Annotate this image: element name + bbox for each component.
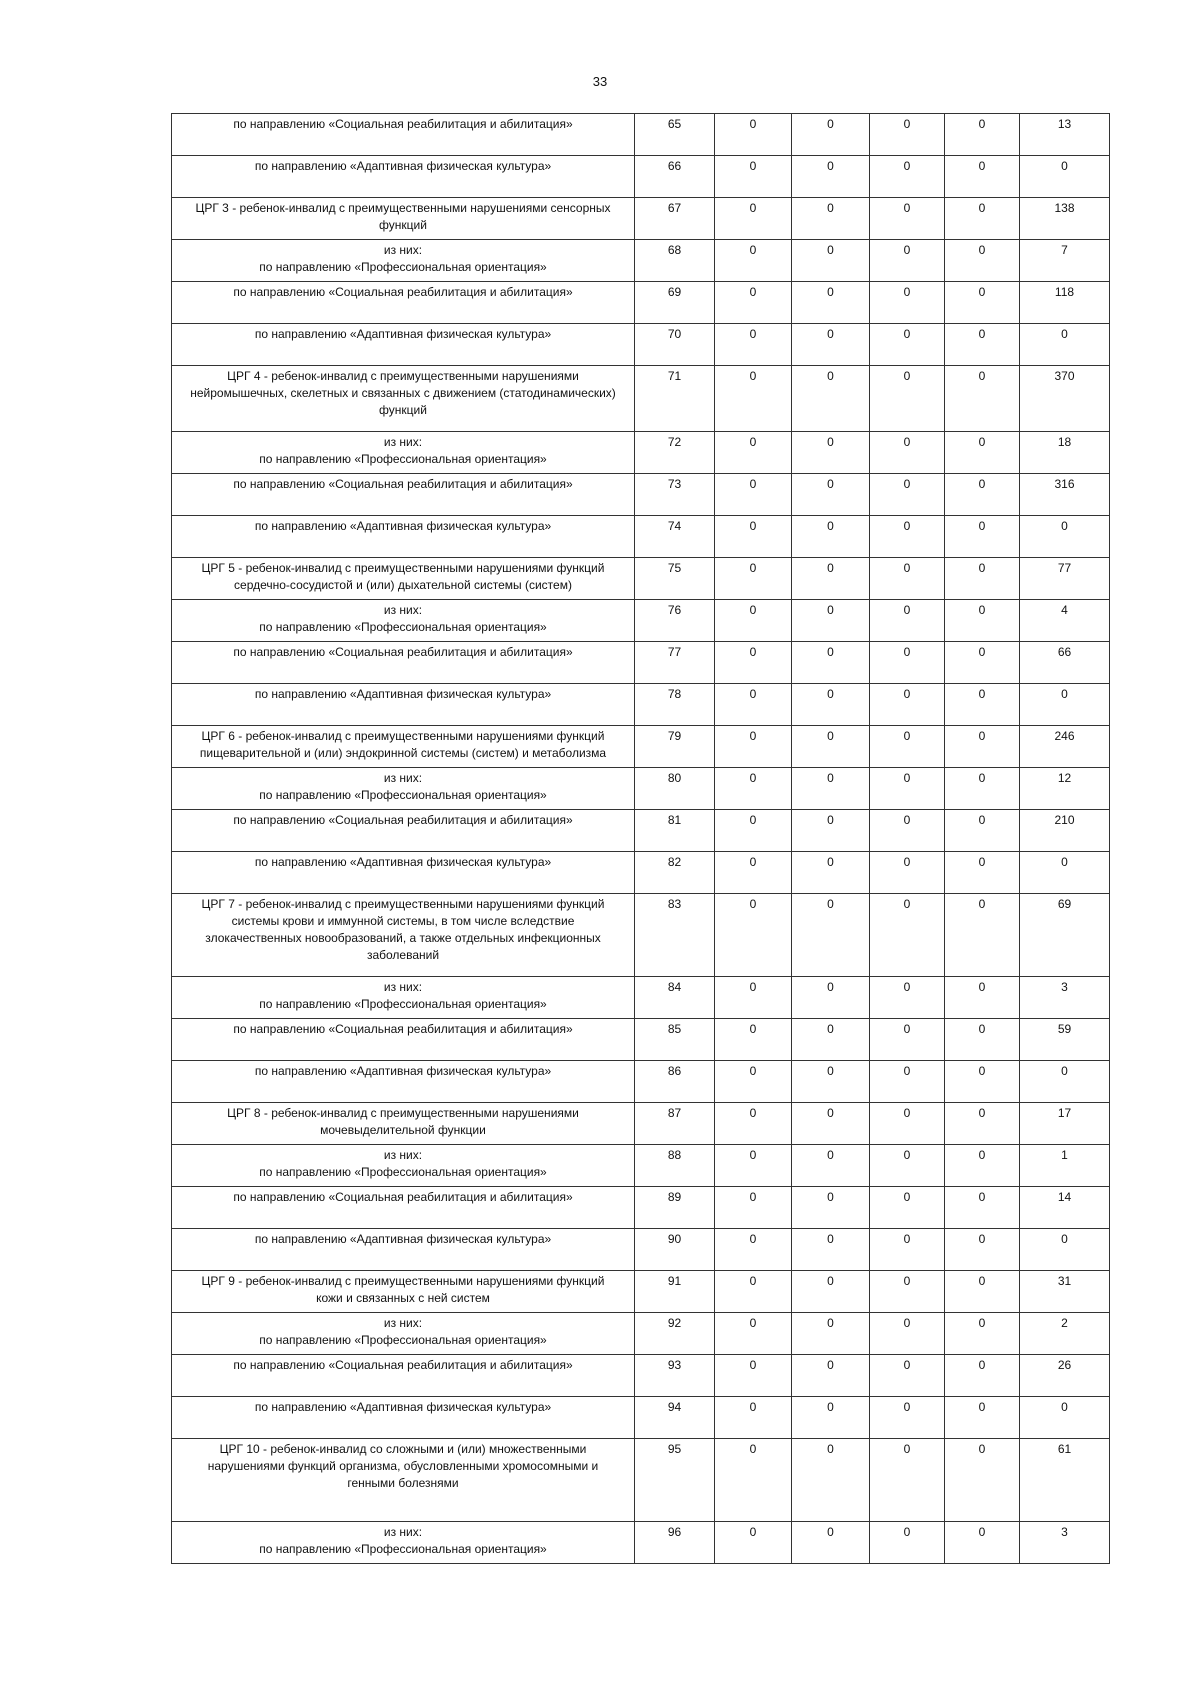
value-cell: 0	[792, 977, 870, 1019]
value-cell: 0	[870, 768, 945, 810]
value-cell: 0	[870, 1187, 945, 1229]
value-cell: 2	[1020, 1313, 1110, 1355]
value-cell: 0	[715, 114, 792, 156]
value-cell: 0	[792, 1355, 870, 1397]
value-cell: 0	[715, 894, 792, 977]
value-cell: 0	[945, 1397, 1020, 1439]
value-cell: 0	[715, 977, 792, 1019]
row-code-cell: 96	[635, 1522, 715, 1564]
row-label: по направлению «Адаптивная физическая культура»	[172, 852, 635, 894]
row-code-cell: 69	[635, 282, 715, 324]
table-row	[172, 600, 1110, 642]
row-label: из них: по направлению «Профессиональная ориентация»	[172, 600, 635, 642]
value-cell: 0	[870, 366, 945, 432]
value-cell: 0	[792, 366, 870, 432]
value-cell: 0	[1020, 516, 1110, 558]
value-cell: 0	[870, 324, 945, 366]
row-label: из них: по направлению «Профессиональная ориентация»	[172, 432, 635, 474]
value-cell: 0	[792, 1522, 870, 1564]
value-cell: 0	[792, 894, 870, 977]
row-code-cell: 78	[635, 684, 715, 726]
value-cell: 0	[870, 684, 945, 726]
value-cell: 0	[715, 768, 792, 810]
value-cell: 7	[1020, 240, 1110, 282]
table-row	[172, 1187, 1110, 1229]
value-cell: 0	[945, 977, 1020, 1019]
table-row	[172, 1145, 1110, 1187]
value-cell: 0	[945, 1522, 1020, 1564]
row-code-cell: 70	[635, 324, 715, 366]
value-cell: 26	[1020, 1355, 1110, 1397]
value-cell: 0	[945, 240, 1020, 282]
row-code-cell: 94	[635, 1397, 715, 1439]
value-cell: 0	[945, 516, 1020, 558]
value-cell: 0	[1020, 156, 1110, 198]
value-cell: 0	[1020, 324, 1110, 366]
row-code-cell: 79	[635, 726, 715, 768]
value-cell: 0	[715, 600, 792, 642]
value-cell: 3	[1020, 1522, 1110, 1564]
row-label: ЦРГ 5 - ребенок-инвалид с преимущественными нарушениями функций сердечно-сосудистой и (или) дыхательной системы (систем)	[172, 558, 635, 600]
value-cell: 0	[870, 516, 945, 558]
row-code-cell: 87	[635, 1103, 715, 1145]
value-cell: 0	[870, 1522, 945, 1564]
value-cell: 0	[792, 1271, 870, 1313]
value-cell: 0	[792, 726, 870, 768]
value-cell: 0	[792, 1019, 870, 1061]
value-cell: 0	[870, 156, 945, 198]
row-code-cell: 68	[635, 240, 715, 282]
value-cell: 0	[792, 432, 870, 474]
value-cell: 0	[870, 1019, 945, 1061]
row-label: из них: по направлению «Профессиональная ориентация»	[172, 977, 635, 1019]
row-code-cell: 77	[635, 642, 715, 684]
value-cell: 0	[945, 810, 1020, 852]
value-cell: 0	[870, 282, 945, 324]
value-cell: 31	[1020, 1271, 1110, 1313]
table-row	[172, 1355, 1110, 1397]
row-label: по направлению «Адаптивная физическая культура»	[172, 516, 635, 558]
row-label: по направлению «Социальная реабилитация и абилитация»	[172, 114, 635, 156]
value-cell: 0	[792, 642, 870, 684]
value-cell: 0	[792, 1313, 870, 1355]
value-cell: 0	[715, 558, 792, 600]
table-row	[172, 852, 1110, 894]
value-cell: 0	[870, 1061, 945, 1103]
value-cell: 0	[715, 810, 792, 852]
row-code-cell: 90	[635, 1229, 715, 1271]
row-label: по направлению «Социальная реабилитация и абилитация»	[172, 642, 635, 684]
table-row	[172, 1061, 1110, 1103]
row-code-cell: 81	[635, 810, 715, 852]
value-cell: 4	[1020, 600, 1110, 642]
value-cell: 0	[870, 114, 945, 156]
table-row	[172, 558, 1110, 600]
value-cell: 0	[715, 1061, 792, 1103]
value-cell: 0	[870, 1103, 945, 1145]
table-row	[172, 156, 1110, 198]
value-cell: 0	[945, 558, 1020, 600]
value-cell: 0	[945, 1061, 1020, 1103]
row-code-cell: 80	[635, 768, 715, 810]
row-code-cell: 82	[635, 852, 715, 894]
value-cell: 0	[870, 240, 945, 282]
table-row	[172, 366, 1110, 432]
row-code-cell: 89	[635, 1187, 715, 1229]
value-cell: 0	[945, 1145, 1020, 1187]
value-cell: 316	[1020, 474, 1110, 516]
value-cell: 0	[945, 198, 1020, 240]
table-row	[172, 1229, 1110, 1271]
value-cell: 0	[792, 156, 870, 198]
row-code-cell: 74	[635, 516, 715, 558]
value-cell: 0	[715, 1522, 792, 1564]
row-label: по направлению «Адаптивная физическая культура»	[172, 1397, 635, 1439]
row-label: ЦРГ 6 - ребенок-инвалид с преимущественными нарушениями функций пищеварительной и (или) эндокринной системы (систем) и метаболизма	[172, 726, 635, 768]
row-label: ЦРГ 9 - ребенок-инвалид с преимущественными нарушениями функций кожи и связанных с ней систем	[172, 1271, 635, 1313]
value-cell: 69	[1020, 894, 1110, 977]
value-cell: 0	[1020, 1229, 1110, 1271]
value-cell: 0	[870, 600, 945, 642]
value-cell: 0	[792, 198, 870, 240]
value-cell: 0	[715, 1397, 792, 1439]
row-label: ЦРГ 3 - ребенок-инвалид с преимущественными нарушениями сенсорных функций	[172, 198, 635, 240]
table-row	[172, 282, 1110, 324]
value-cell: 370	[1020, 366, 1110, 432]
value-cell: 118	[1020, 282, 1110, 324]
row-code-cell: 66	[635, 156, 715, 198]
value-cell: 0	[792, 1397, 870, 1439]
value-cell: 0	[792, 768, 870, 810]
value-cell: 0	[792, 1439, 870, 1522]
value-cell: 0	[945, 768, 1020, 810]
table-row	[172, 1271, 1110, 1313]
value-cell: 0	[870, 1145, 945, 1187]
value-cell: 61	[1020, 1439, 1110, 1522]
row-code-cell: 75	[635, 558, 715, 600]
table-row	[172, 1522, 1110, 1564]
table-row	[172, 810, 1110, 852]
value-cell: 0	[945, 1313, 1020, 1355]
value-cell: 0	[1020, 1397, 1110, 1439]
value-cell: 0	[945, 1103, 1020, 1145]
value-cell: 0	[715, 1355, 792, 1397]
value-cell: 0	[1020, 852, 1110, 894]
row-code-cell: 76	[635, 600, 715, 642]
row-label: по направлению «Социальная реабилитация и абилитация»	[172, 1355, 635, 1397]
value-cell: 0	[945, 282, 1020, 324]
value-cell: 0	[715, 1229, 792, 1271]
value-cell: 1	[1020, 1145, 1110, 1187]
value-cell: 0	[870, 977, 945, 1019]
row-label: ЦРГ 8 - ребенок-инвалид с преимущественными нарушениями мочевыделительной функции	[172, 1103, 635, 1145]
value-cell: 0	[715, 198, 792, 240]
value-cell: 0	[715, 1187, 792, 1229]
row-label: по направлению «Социальная реабилитация и абилитация»	[172, 282, 635, 324]
value-cell: 246	[1020, 726, 1110, 768]
value-cell: 0	[792, 558, 870, 600]
value-cell: 0	[870, 642, 945, 684]
value-cell: 0	[715, 852, 792, 894]
value-cell: 0	[870, 198, 945, 240]
row-code-cell: 84	[635, 977, 715, 1019]
table-row	[172, 642, 1110, 684]
value-cell: 0	[715, 726, 792, 768]
value-cell: 17	[1020, 1103, 1110, 1145]
value-cell: 12	[1020, 768, 1110, 810]
row-code-cell: 93	[635, 1355, 715, 1397]
value-cell: 0	[945, 852, 1020, 894]
value-cell: 0	[1020, 1061, 1110, 1103]
value-cell: 0	[792, 1187, 870, 1229]
value-cell: 0	[945, 1019, 1020, 1061]
value-cell: 0	[792, 1061, 870, 1103]
table-row	[172, 432, 1110, 474]
value-cell: 0	[945, 366, 1020, 432]
value-cell: 0	[715, 1439, 792, 1522]
row-code-cell: 91	[635, 1271, 715, 1313]
value-cell: 0	[715, 366, 792, 432]
value-cell: 0	[715, 324, 792, 366]
row-code-cell: 67	[635, 198, 715, 240]
value-cell: 0	[715, 1271, 792, 1313]
value-cell: 0	[715, 156, 792, 198]
table-row	[172, 474, 1110, 516]
table-row	[172, 516, 1110, 558]
value-cell: 3	[1020, 977, 1110, 1019]
row-label: из них: по направлению «Профессиональная ориентация»	[172, 1522, 635, 1564]
value-cell: 0	[870, 810, 945, 852]
row-label: ЦРГ 4 - ребенок-инвалид с преимущественными нарушениями нейромышечных, скелетных и связанных с движением (статодинамических) функций	[172, 366, 635, 432]
value-cell: 0	[715, 1019, 792, 1061]
table-row	[172, 114, 1110, 156]
row-label: из них: по направлению «Профессиональная ориентация»	[172, 1145, 635, 1187]
value-cell: 0	[715, 1313, 792, 1355]
table-row	[172, 324, 1110, 366]
row-label: по направлению «Адаптивная физическая культура»	[172, 1061, 635, 1103]
row-label: по направлению «Социальная реабилитация и абилитация»	[172, 474, 635, 516]
table-row	[172, 684, 1110, 726]
row-code-cell: 95	[635, 1439, 715, 1522]
value-cell: 0	[870, 894, 945, 977]
row-label: ЦРГ 10 - ребенок-инвалид со сложными и (или) множественными нарушениями функций организма, обусловленными хромосомными и генными болезнями	[172, 1439, 635, 1522]
table-row	[172, 977, 1110, 1019]
table-body	[172, 114, 1110, 1564]
table-row	[172, 1439, 1110, 1522]
value-cell: 0	[945, 684, 1020, 726]
value-cell: 0	[945, 1355, 1020, 1397]
table-row	[172, 240, 1110, 282]
value-cell: 77	[1020, 558, 1110, 600]
value-cell: 0	[715, 1145, 792, 1187]
value-cell: 0	[792, 852, 870, 894]
table-row	[172, 1397, 1110, 1439]
value-cell: 0	[792, 240, 870, 282]
row-label: по направлению «Адаптивная физическая культура»	[172, 324, 635, 366]
value-cell: 0	[945, 1229, 1020, 1271]
row-label: ЦРГ 7 - ребенок-инвалид с преимущественными нарушениями функций системы крови и иммунной системы, в том числе вследствие злокачественных новообразований, а также отдельных инфекционных заболеваний	[172, 894, 635, 977]
value-cell: 0	[715, 432, 792, 474]
value-cell: 0	[1020, 684, 1110, 726]
value-cell: 18	[1020, 432, 1110, 474]
value-cell: 0	[792, 474, 870, 516]
value-cell: 14	[1020, 1187, 1110, 1229]
table-row	[172, 1313, 1110, 1355]
value-cell: 0	[792, 600, 870, 642]
value-cell: 0	[792, 810, 870, 852]
value-cell: 0	[870, 1271, 945, 1313]
table-row	[172, 768, 1110, 810]
value-cell: 0	[715, 240, 792, 282]
value-cell: 0	[792, 324, 870, 366]
value-cell: 66	[1020, 642, 1110, 684]
value-cell: 0	[945, 726, 1020, 768]
value-cell: 0	[945, 1187, 1020, 1229]
row-label: из них: по направлению «Профессиональная ориентация»	[172, 1313, 635, 1355]
table-row	[172, 198, 1110, 240]
value-cell: 0	[945, 1439, 1020, 1522]
row-code-cell: 86	[635, 1061, 715, 1103]
value-cell: 59	[1020, 1019, 1110, 1061]
value-cell: 0	[945, 114, 1020, 156]
row-code-cell: 83	[635, 894, 715, 977]
page-number: 33	[592, 74, 608, 89]
value-cell: 0	[715, 516, 792, 558]
value-cell: 0	[792, 1103, 870, 1145]
row-label: из них: по направлению «Профессиональная ориентация»	[172, 240, 635, 282]
value-cell: 0	[870, 1439, 945, 1522]
value-cell: 0	[792, 684, 870, 726]
row-label: по направлению «Социальная реабилитация и абилитация»	[172, 810, 635, 852]
value-cell: 0	[945, 894, 1020, 977]
value-cell: 0	[945, 600, 1020, 642]
row-code-cell: 73	[635, 474, 715, 516]
value-cell: 0	[945, 432, 1020, 474]
value-cell: 0	[870, 432, 945, 474]
value-cell: 0	[715, 642, 792, 684]
value-cell: 0	[870, 474, 945, 516]
row-label: по направлению «Адаптивная физическая культура»	[172, 684, 635, 726]
value-cell: 0	[870, 1397, 945, 1439]
value-cell: 13	[1020, 114, 1110, 156]
row-code-cell: 85	[635, 1019, 715, 1061]
value-cell: 0	[715, 684, 792, 726]
value-cell: 0	[870, 1355, 945, 1397]
report-table	[171, 113, 1110, 1564]
value-cell: 0	[715, 1103, 792, 1145]
row-label: по направлению «Социальная реабилитация и абилитация»	[172, 1019, 635, 1061]
value-cell: 0	[792, 1145, 870, 1187]
row-code-cell: 65	[635, 114, 715, 156]
row-code-cell: 71	[635, 366, 715, 432]
row-code-cell: 92	[635, 1313, 715, 1355]
row-code-cell: 88	[635, 1145, 715, 1187]
value-cell: 0	[792, 516, 870, 558]
value-cell: 0	[945, 156, 1020, 198]
value-cell: 0	[945, 474, 1020, 516]
row-code-cell: 72	[635, 432, 715, 474]
value-cell: 210	[1020, 810, 1110, 852]
value-cell: 0	[945, 642, 1020, 684]
value-cell: 0	[792, 282, 870, 324]
value-cell: 0	[792, 114, 870, 156]
value-cell: 0	[870, 1313, 945, 1355]
value-cell: 0	[870, 852, 945, 894]
value-cell: 0	[870, 1229, 945, 1271]
row-label: из них: по направлению «Профессиональная ориентация»	[172, 768, 635, 810]
row-label: по направлению «Адаптивная физическая культура»	[172, 1229, 635, 1271]
value-cell: 0	[945, 324, 1020, 366]
value-cell: 0	[945, 1271, 1020, 1313]
row-label: по направлению «Социальная реабилитация и абилитация»	[172, 1187, 635, 1229]
row-label: по направлению «Адаптивная физическая культура»	[172, 156, 635, 198]
value-cell: 0	[870, 558, 945, 600]
table-row	[172, 1103, 1110, 1145]
table-row	[172, 726, 1110, 768]
table-row	[172, 1019, 1110, 1061]
value-cell: 0	[715, 474, 792, 516]
value-cell: 138	[1020, 198, 1110, 240]
table-row	[172, 894, 1110, 977]
value-cell: 0	[715, 282, 792, 324]
value-cell: 0	[792, 1229, 870, 1271]
value-cell: 0	[870, 726, 945, 768]
